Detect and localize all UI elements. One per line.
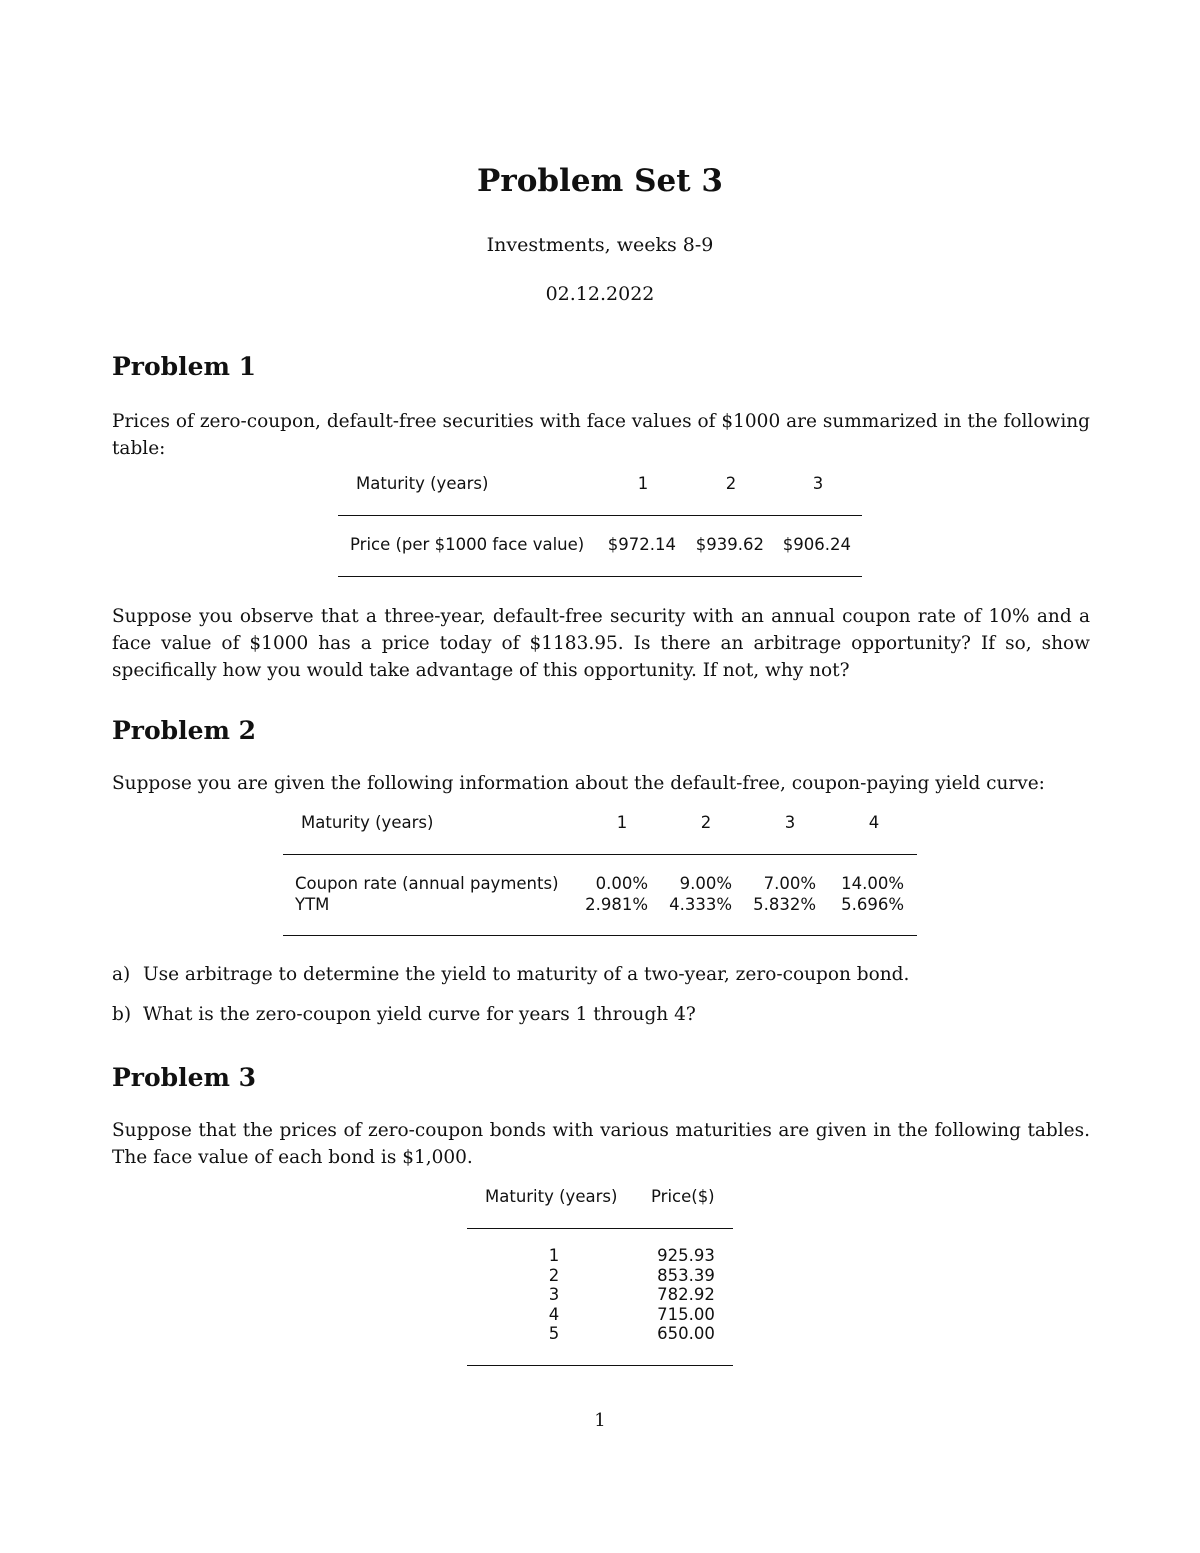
table-rule [283,935,917,936]
table-cell: 4.333% [669,895,732,914]
table-cell: 715.00 [657,1305,715,1324]
problem-2-intro: Suppose you are given the following information about the default-free, coupon-paying yield curve: [112,773,1045,794]
table-header-cell: 3 [784,813,796,832]
table-cell: Price (per $1000 face value) [350,535,585,554]
question-text: Use arbitrage to determine the yield to maturity of a two-year, zero-coupon bond. [143,964,910,985]
document-title: Problem Set 3 [477,163,723,199]
table-header-cell: 2 [725,474,737,493]
table-cell: 4 [548,1305,560,1324]
problem-1-intro: Prices of zero-coupon, default-free securities with face values of $1000 are summarized in the following table: [112,411,1090,459]
problem-1-heading: Problem 1 [112,352,257,381]
question-label: b) [112,1004,132,1025]
table-rule [283,854,917,855]
problem-2-heading: Problem 2 [112,716,257,745]
table-header-cell: 2 [700,813,712,832]
table-cell: 2.981% [585,895,648,914]
table-rule [338,515,862,516]
table-cell: $972.14 [607,535,676,554]
table-header-cell: Maturity (years) [485,1187,618,1206]
page-number: 1 [594,1410,606,1431]
table-cell: 5.832% [753,895,816,914]
table-cell: 2 [548,1266,560,1285]
table-cell: 5.696% [841,895,904,914]
table-cell: 925.93 [657,1246,715,1265]
document-date: 02.12.2022 [545,283,655,305]
table-cell: 7.00% [763,874,816,893]
question-label: a) [112,964,131,985]
document-subtitle: Investments, weeks 8-9 [486,234,714,256]
table-cell: Coupon rate (annual payments) [295,874,559,893]
table-cell: 9.00% [679,874,732,893]
table-header-cell: 1 [616,813,628,832]
table-cell: 0.00% [595,874,648,893]
table-header-cell: Maturity (years) [301,813,434,832]
table-header-cell: Price($) [651,1187,715,1206]
table-cell: 1 [548,1246,560,1265]
problem-1-question: Suppose you observe that a three-year, default-free security with an annual coupon rate of 10% and a face value of $1000 has a price today of $1183.95. Is there an arbitrage opportunity? If so, show specifically how you would take advantage of this opportunity. If not, why not? [112,606,1090,681]
table-rule [467,1365,733,1366]
table-cell: 14.00% [841,874,904,893]
table-cell: 853.39 [657,1266,715,1285]
table-header-cell: 4 [868,813,880,832]
table-cell: 650.00 [657,1324,715,1343]
table-cell: $939.62 [695,535,764,554]
table-rule [467,1228,733,1229]
table-header-cell: Maturity (years) [356,474,489,493]
table-cell: $906.24 [782,535,851,554]
problem-3-intro: Suppose that the prices of zero-coupon bonds with various maturities are given in the following tables. The face value of each bond is $1,000. [112,1120,1090,1168]
problem-3-heading: Problem 3 [112,1063,257,1092]
table-cell: 782.92 [657,1285,715,1304]
table-header-cell: 1 [637,474,649,493]
table-rule [338,576,862,577]
table-cell: 5 [548,1324,560,1343]
table-header-cell: 3 [812,474,824,493]
table-cell: YTM [295,895,330,914]
table-cell: 3 [548,1285,560,1304]
question-text: What is the zero-coupon yield curve for years 1 through 4? [143,1004,696,1025]
